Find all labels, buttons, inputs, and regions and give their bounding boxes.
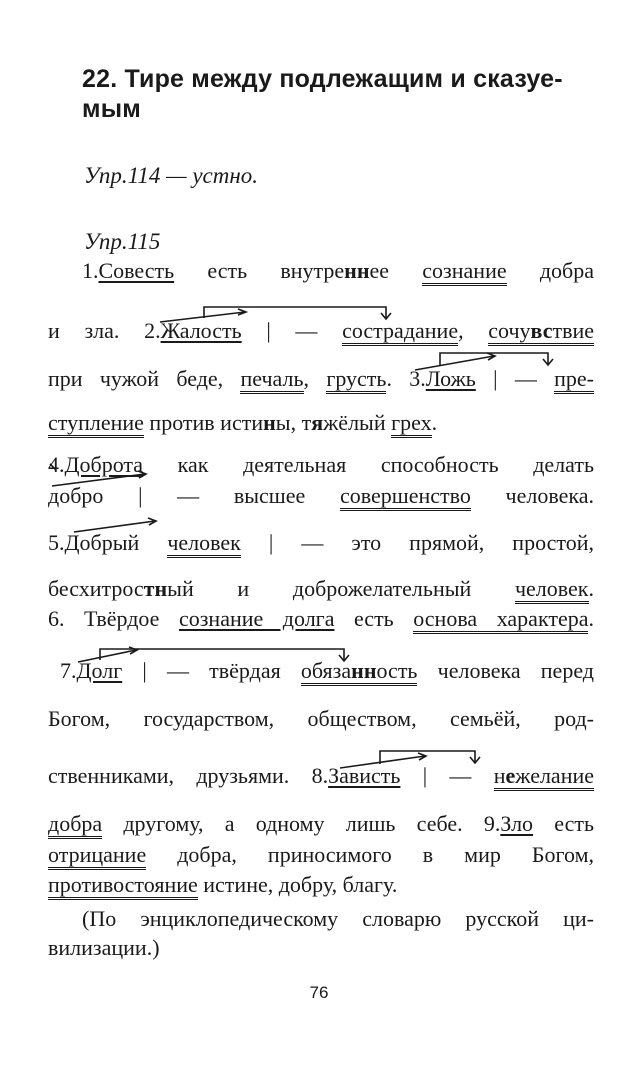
text-line-6: добро | — высшее совершенство человека. bbox=[48, 483, 594, 509]
predicate: основа характера bbox=[413, 606, 588, 634]
predicate: печаль bbox=[240, 366, 303, 394]
text-line-2: и зла. 2.Жалость | — сострадание, сочувствие bbox=[48, 318, 594, 344]
predicate: ступление bbox=[48, 410, 144, 438]
subject: Ложь bbox=[425, 366, 476, 391]
subject: сознание долга bbox=[178, 606, 335, 631]
predicate: совершенство bbox=[340, 483, 471, 511]
predicate: добра bbox=[48, 811, 102, 839]
source-line-1: (По энциклопедическому словарю русской ци- bbox=[82, 906, 594, 931]
heading-line-1: 22. Тире между подлежащим и сказуе- bbox=[82, 65, 563, 93]
predicate: противостояние bbox=[48, 872, 198, 900]
exercise-115-label: Упр.115 bbox=[84, 229, 161, 254]
subject: Совесть bbox=[98, 258, 175, 283]
text-line-14: отрицание добра, приносимого в мир Богом, bbox=[48, 842, 594, 868]
text-line-9: 6. Твёрдое сознание долга есть основа характера. bbox=[48, 606, 594, 632]
text-line-10: 7.Долг | — твёрдая обязанность человека перед bbox=[60, 658, 594, 684]
predicate: обязанность bbox=[301, 658, 418, 686]
text-line-11: Богом, государством, обществом, семьёй, род- bbox=[48, 706, 594, 731]
page-number: 76 bbox=[309, 983, 329, 1002]
text-line-3: при чужой беде, печаль, грусть. 3.Ложь | — пре- bbox=[48, 366, 594, 392]
text-line-7: 5.Добрый человек | — это прямой, простой, bbox=[48, 530, 594, 556]
predicate: сознание bbox=[422, 258, 506, 286]
predicate: человек bbox=[515, 576, 589, 604]
heading-line-2: мым bbox=[82, 95, 141, 123]
exercise-114-label: Упр.114 — устно. bbox=[84, 163, 259, 188]
subject: Доброта bbox=[64, 452, 144, 477]
text-line-12: ственниками, друзьями. 8.Зависть | — нежелание bbox=[48, 763, 594, 789]
predicate: сострадание bbox=[342, 318, 458, 346]
predicate: нежелание bbox=[494, 763, 594, 791]
predicate: человек bbox=[167, 530, 241, 558]
subject: Долг bbox=[76, 658, 123, 683]
predicate: сочувствие bbox=[488, 318, 594, 346]
predicate: грусть bbox=[326, 366, 386, 394]
predicate: отрицание bbox=[48, 842, 146, 870]
subject: Зло bbox=[500, 811, 534, 836]
text-line-13: добра другому, а одному лишь себе. 9.Зло есть bbox=[48, 811, 594, 837]
text-line-4: ступление против истины, тяжёлый грех. bbox=[48, 410, 594, 436]
text-line-5: 4.Доброта как деятельная способность делать bbox=[48, 452, 594, 477]
section-heading bbox=[82, 64, 602, 124]
source-line-2: вилизации.) bbox=[48, 935, 160, 960]
predicate: пре- bbox=[554, 366, 594, 394]
text-line-15: противостояние истине, добру, благу. bbox=[48, 872, 594, 898]
subject: Зависть bbox=[328, 763, 401, 788]
text-line-8: бесхитростный и доброжелательный человек. bbox=[48, 576, 594, 602]
text-line-1: 1.Совесть есть внутреннее сознание добра bbox=[82, 258, 594, 284]
subject: Жалость bbox=[160, 318, 242, 343]
predicate: грех bbox=[391, 410, 432, 438]
